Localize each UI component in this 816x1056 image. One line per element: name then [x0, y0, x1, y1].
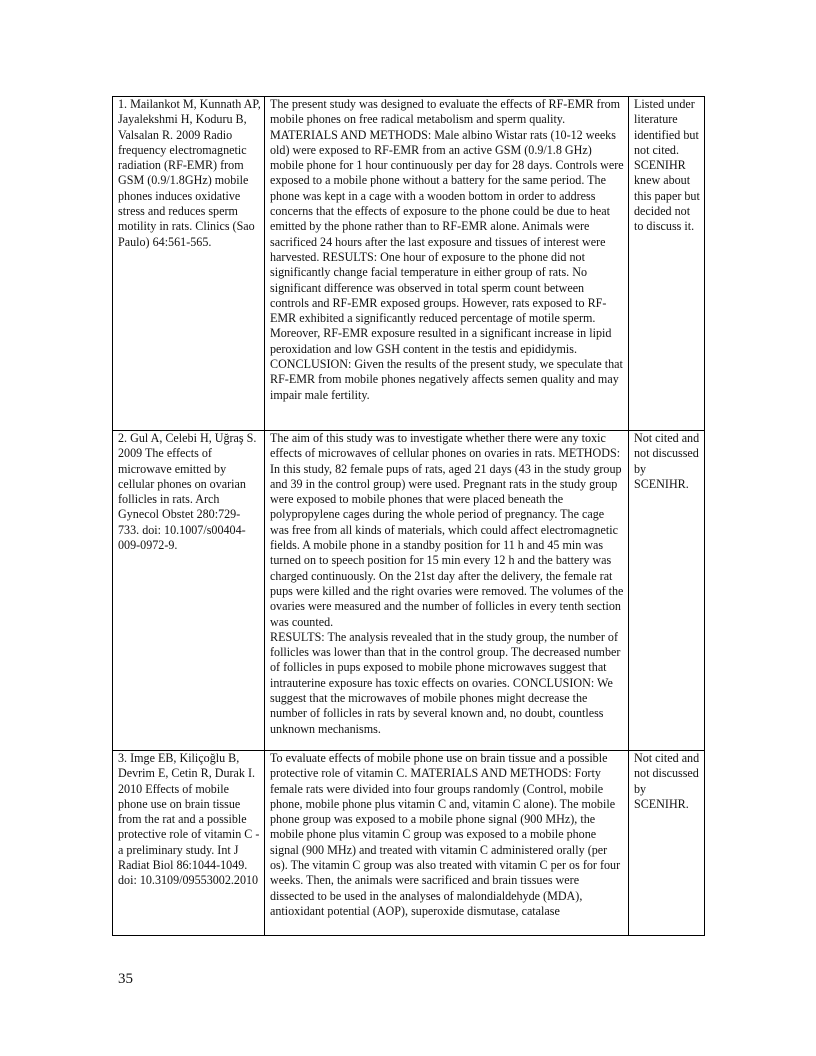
citation-cell: [113, 751, 265, 936]
citation-text: 1. Mailankot M, Kunnath AP, Jayalekshmi H, Koduru B, Valsalan R. 2009 Radio frequency electromagnetic radiation (RF-EMR) from GSM (0.9/1.8GHz) mobile phones induces oxidative stress and reduces sperm motility in rats. Clinics (Sao Paulo) 64:561-565.: [118, 97, 261, 249]
status-text: Not cited and not discussed by SCENIHR.: [634, 751, 700, 811]
abstract-text: The present study was designed to evaluate the effects of RF-EMR from mobile phones on free radical metabolism and sperm quality. MATERIALS AND METHODS: Male albino Wistar rats (10-12 weeks old) were exposed to RF-EMR from an active GSM (0.9/1.8 GHz) mobile phone for 1 hour continuously per day for 28 days. Controls were exposed to a mobile phone without a battery for the same period. The phone was kept in a cage with a wooden bottom in order to address concerns that the effects of exposure to the phone could be due to heat emitted by the phone rather than to RF-EMR alone. Animals were sacrificed 24 hours after the last exposure and tissues of interest were harvested. RESULTS: One hour of exposure to the phone did not significantly change facial temperature in either group of rats. No significant difference was observed in total sperm count between controls and RF-EMR exposed groups. However, rats exposed to RF-EMR exhibited a significantly reduced percentage of motile sperm. Moreover, RF-EMR exposure resulted in a significant increase in lipid peroxidation and low GSH content in the testis and epididymis. CONCLUSION: Given the results of the present study, we speculate that RF-EMR from mobile phones negatively affects semen quality and may impair male fertility.: [270, 97, 624, 402]
literature-table: [112, 96, 705, 936]
citation-cell: [113, 431, 265, 751]
table-row: [113, 751, 705, 936]
abstract-text: To evaluate effects of mobile phone use on brain tissue and a possible protective role of vitamin C. MATERIALS AND METHODS: Forty female rats were divided into four groups randomly (Control, mobile phone, mobile phone plus vitamin C and, vitamin C alone). The mobile phone group was exposed to a mobile phone signal (900 MHz), the mobile phone plus vitamin C group was exposed to a mobile phone signal (900 MHz) and treated with vitamin C administered orally (per os). The vitamin C group was also treated with vitamin C per os for four weeks. Then, the animals were sacrificed and brain tissues were dissected to be used in the analyses of malondialdehyde (MDA), antioxidant potential (AOP), superoxide dismutase, catalase: [270, 751, 621, 918]
status-cell: [629, 431, 705, 751]
page-number: 35: [118, 971, 133, 987]
abstract-cell: [265, 751, 629, 936]
citation-cell: [113, 97, 265, 431]
status-cell: [629, 97, 705, 431]
status-cell: [629, 751, 705, 936]
abstract-text: The aim of this study was to investigate whether there were any toxic effects of microwaves of cellular phones on ovaries in rats. METHODS: In this study, 82 female pups of rats, aged 21 days (43 in the study group and 39 in the control group) were used. Pregnant rats in the study group were exposed to mobile phones that were placed beneath the polypropylene cages during the whole period of pregnancy. The cage was free from all kinds of materials, which could affect electromagnetic fields. A mobile phone in a standby position for 11 h and 45 min was turned on to speech position for 15 min every 12 h and the battery was charged continuously. On the 21st day after the delivery, the female rat pups were killed and the right ovaries were removed. The volumes of the ovaries were measured and the number of follicles in every tenth section was counted.: [270, 431, 624, 629]
abstract-cell: [265, 431, 629, 751]
abstract-cell: [265, 97, 629, 431]
table-row: [113, 431, 705, 751]
citation-text: 2. Gul A, Celebi H, Uğraş S. 2009 The effects of microwave emitted by cellular phones on ovarian follicles in rats. Arch Gynecol Obstet 280:729-733. doi: 10.1007/s00404-009-0972-9.: [118, 431, 257, 553]
status-text: Not cited and not discussed by SCENIHR.: [634, 431, 700, 491]
citation-text: 3. Imge EB, Kiliçoğlu B, Devrim E, Cetin R, Durak I. 2010 Effects of mobile phone use on brain tissue from the rat and a possible protective role of vitamin C - a preliminary study. Int J Radiat Biol 86:1044-1049. doi: 10.3109/09553002.2010: [118, 751, 260, 888]
abstract-results-text: RESULTS: The analysis revealed that in the study group, the number of follicles was lower than that in the control group. The decreased number of follicles in pups exposed to mobile phone microwaves suggest that intrauterine exposure has toxic effects on ovaries. CONCLUSION: We suggest that the microwaves of mobile phones might decrease the number of follicles in rats by several known and, no doubt, countless unknown mechanisms.: [270, 629, 621, 736]
status-text: Listed under literature identified but not cited. SCENIHR knew about this paper but decided not to discuss it.: [634, 97, 700, 234]
table-row: [113, 97, 705, 431]
